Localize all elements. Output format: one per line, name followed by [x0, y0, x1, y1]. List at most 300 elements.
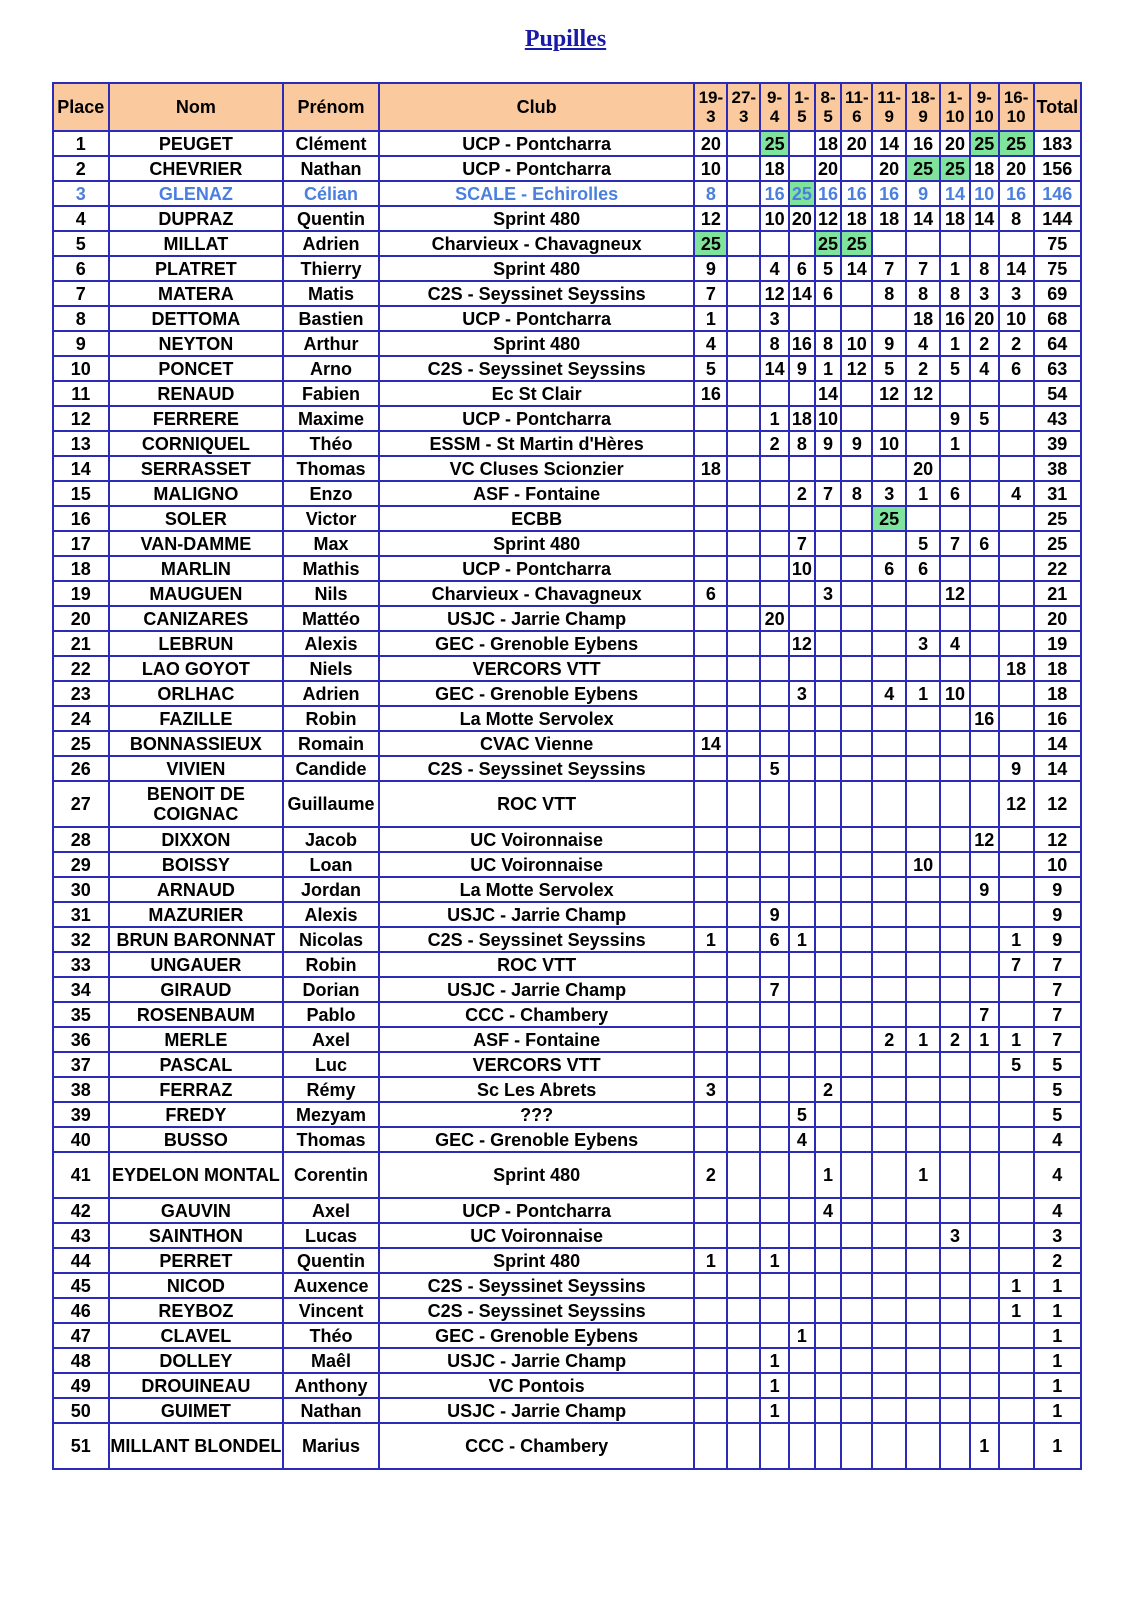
header-date: 9- 10 [970, 83, 999, 131]
score-cell: 3 [694, 1077, 727, 1102]
score-cell [727, 431, 760, 456]
prenom-cell: Candide [283, 756, 379, 781]
score-cell [872, 977, 906, 1002]
score-cell: 7 [906, 256, 940, 281]
place-cell: 46 [53, 1298, 109, 1323]
score-cell: 25 [999, 131, 1034, 156]
score-cell [815, 781, 842, 827]
score-cell: 5 [906, 531, 940, 556]
score-cell [760, 631, 789, 656]
score-cell [970, 977, 999, 1002]
score-cell [970, 1102, 999, 1127]
score-cell: 3 [872, 481, 906, 506]
prenom-cell: Jordan [283, 877, 379, 902]
score-cell: 1 [999, 1027, 1034, 1052]
total-cell: 1 [1034, 1373, 1081, 1398]
score-cell: 9 [999, 756, 1034, 781]
club-cell: CCC - Chambery [379, 1002, 695, 1027]
score-cell [841, 556, 872, 581]
score-cell [872, 877, 906, 902]
score-cell [841, 706, 872, 731]
score-cell [906, 656, 940, 681]
score-cell: 1 [694, 927, 727, 952]
score-cell [727, 1323, 760, 1348]
nom-cell: MILLAT [109, 231, 284, 256]
club-cell: USJC - Jarrie Champ [379, 1398, 695, 1423]
score-cell: 16 [970, 706, 999, 731]
place-cell: 43 [53, 1223, 109, 1248]
table-row [53, 531, 1081, 556]
score-cell [970, 481, 999, 506]
score-cell: 9 [841, 431, 872, 456]
nom-cell: FERRERE [109, 406, 284, 431]
score-cell: 4 [789, 1127, 815, 1152]
prenom-cell: Pablo [283, 1002, 379, 1027]
score-cell [872, 531, 906, 556]
score-cell [906, 952, 940, 977]
prenom-cell: Adrien [283, 681, 379, 706]
total-cell: 21 [1034, 581, 1081, 606]
score-cell [906, 1248, 940, 1273]
score-cell [727, 952, 760, 977]
score-cell: 9 [694, 256, 727, 281]
prenom-cell: Arno [283, 356, 379, 381]
score-cell [789, 456, 815, 481]
score-cell: 8 [789, 431, 815, 456]
score-cell [906, 706, 940, 731]
score-cell [940, 1002, 970, 1027]
nom-cell: DETTOMA [109, 306, 284, 331]
nom-cell: BOISSY [109, 852, 284, 877]
score-cell [789, 581, 815, 606]
total-cell: 12 [1034, 781, 1081, 827]
score-cell [789, 131, 815, 156]
club-cell: UC Voironnaise [379, 827, 695, 852]
score-cell [906, 1002, 940, 1027]
score-cell [906, 1298, 940, 1323]
table-row [53, 927, 1081, 952]
nom-cell: SAINTHON [109, 1223, 284, 1248]
club-cell: SCALE - Echirolles [379, 181, 695, 206]
club-cell: Sprint 480 [379, 331, 695, 356]
score-cell [940, 781, 970, 827]
score-cell [760, 952, 789, 977]
score-cell [815, 1423, 842, 1469]
score-cell [727, 1298, 760, 1323]
score-cell [727, 1152, 760, 1198]
score-cell [727, 1348, 760, 1373]
club-cell: Ec St Clair [379, 381, 695, 406]
score-cell [970, 1273, 999, 1298]
prenom-cell: Niels [283, 656, 379, 681]
nom-cell: UNGAUER [109, 952, 284, 977]
place-cell: 16 [53, 506, 109, 531]
score-cell [872, 1273, 906, 1298]
score-cell [906, 431, 940, 456]
score-cell [815, 756, 842, 781]
score-cell: 2 [815, 1077, 842, 1102]
score-cell: 6 [906, 556, 940, 581]
place-cell: 38 [53, 1077, 109, 1102]
score-cell [694, 977, 727, 1002]
prenom-cell: Maxime [283, 406, 379, 431]
nom-cell: NICOD [109, 1273, 284, 1298]
prenom-cell: Arthur [283, 331, 379, 356]
score-cell [727, 206, 760, 231]
prenom-cell: Bastien [283, 306, 379, 331]
score-cell [694, 1102, 727, 1127]
score-cell [760, 827, 789, 852]
score-cell [760, 1127, 789, 1152]
place-cell: 20 [53, 606, 109, 631]
score-cell [999, 431, 1034, 456]
table-row [53, 1198, 1081, 1223]
total-cell: 9 [1034, 877, 1081, 902]
score-cell [694, 631, 727, 656]
table-row [53, 1423, 1081, 1469]
score-cell [872, 1127, 906, 1152]
header-date: 9- 4 [760, 83, 789, 131]
place-cell: 28 [53, 827, 109, 852]
nom-cell: FAZILLE [109, 706, 284, 731]
place-cell: 4 [53, 206, 109, 231]
table-row [53, 456, 1081, 481]
score-cell [970, 581, 999, 606]
total-cell: 183 [1034, 131, 1081, 156]
score-cell [694, 756, 727, 781]
club-cell: ??? [379, 1102, 695, 1127]
table-row [53, 756, 1081, 781]
score-cell [906, 1373, 940, 1398]
total-cell: 25 [1034, 531, 1081, 556]
score-cell [815, 1273, 842, 1298]
score-cell [906, 1273, 940, 1298]
score-cell [841, 977, 872, 1002]
place-cell: 32 [53, 927, 109, 952]
score-cell: 20 [872, 156, 906, 181]
place-cell: 37 [53, 1052, 109, 1077]
table-row [53, 977, 1081, 1002]
total-cell: 156 [1034, 156, 1081, 181]
score-cell [694, 556, 727, 581]
score-cell [815, 827, 842, 852]
score-cell: 1 [815, 1152, 842, 1198]
score-cell [872, 1102, 906, 1127]
score-cell [872, 1398, 906, 1423]
table-row [53, 1102, 1081, 1127]
total-cell: 3 [1034, 1223, 1081, 1248]
score-cell [694, 506, 727, 531]
score-cell [727, 331, 760, 356]
prenom-cell: Mezyam [283, 1102, 379, 1127]
score-cell [999, 1398, 1034, 1423]
score-cell: 1 [970, 1027, 999, 1052]
score-cell [970, 1152, 999, 1198]
score-cell [872, 756, 906, 781]
score-cell: 3 [760, 306, 789, 331]
score-cell [970, 1223, 999, 1248]
table-row [53, 1373, 1081, 1398]
total-cell: 2 [1034, 1248, 1081, 1273]
score-cell: 6 [789, 256, 815, 281]
score-cell [727, 1077, 760, 1102]
total-cell: 144 [1034, 206, 1081, 231]
score-cell [970, 1052, 999, 1077]
score-cell [970, 756, 999, 781]
score-cell [906, 1423, 940, 1469]
score-cell [727, 1127, 760, 1152]
score-cell: 9 [789, 356, 815, 381]
score-cell [906, 1127, 940, 1152]
score-cell: 25 [760, 131, 789, 156]
score-cell [999, 231, 1034, 256]
score-cell [906, 1398, 940, 1423]
table-row [53, 131, 1081, 156]
score-cell [789, 706, 815, 731]
place-cell: 25 [53, 731, 109, 756]
prenom-cell: Axel [283, 1027, 379, 1052]
place-cell: 23 [53, 681, 109, 706]
score-cell [815, 877, 842, 902]
score-cell [789, 902, 815, 927]
score-cell: 16 [789, 331, 815, 356]
place-cell: 42 [53, 1198, 109, 1223]
score-cell [906, 1223, 940, 1248]
score-cell [970, 852, 999, 877]
header-date: 11- 9 [872, 83, 906, 131]
prenom-cell: Romain [283, 731, 379, 756]
place-cell: 26 [53, 756, 109, 781]
total-cell: 7 [1034, 952, 1081, 977]
score-cell: 16 [906, 131, 940, 156]
score-cell [999, 827, 1034, 852]
place-cell: 6 [53, 256, 109, 281]
score-cell [999, 456, 1034, 481]
score-cell [815, 1027, 842, 1052]
table-row [53, 731, 1081, 756]
score-cell [906, 927, 940, 952]
score-cell: 20 [970, 306, 999, 331]
score-cell [872, 852, 906, 877]
total-cell: 18 [1034, 681, 1081, 706]
score-cell: 16 [872, 181, 906, 206]
prenom-cell: Victor [283, 506, 379, 531]
score-cell [999, 852, 1034, 877]
prenom-cell: Clément [283, 131, 379, 156]
score-cell [815, 1002, 842, 1027]
table-row [53, 1248, 1081, 1273]
score-cell [815, 952, 842, 977]
score-cell: 3 [970, 281, 999, 306]
score-cell [727, 456, 760, 481]
score-cell: 1 [760, 1248, 789, 1273]
score-cell [789, 156, 815, 181]
score-cell: 18 [906, 306, 940, 331]
club-cell: UCP - Pontcharra [379, 406, 695, 431]
table-row [53, 1223, 1081, 1248]
score-cell [727, 852, 760, 877]
score-cell [906, 231, 940, 256]
table-row [53, 1052, 1081, 1077]
score-cell: 18 [789, 406, 815, 431]
score-cell [815, 731, 842, 756]
score-cell: 7 [872, 256, 906, 281]
place-cell: 41 [53, 1152, 109, 1198]
score-cell [906, 1077, 940, 1102]
score-cell [789, 306, 815, 331]
score-cell: 18 [815, 131, 842, 156]
score-cell [694, 406, 727, 431]
table-row [53, 281, 1081, 306]
score-cell: 18 [841, 206, 872, 231]
score-cell [970, 456, 999, 481]
club-cell: ROC VTT [379, 781, 695, 827]
score-cell [727, 131, 760, 156]
score-cell [789, 381, 815, 406]
total-cell: 5 [1034, 1052, 1081, 1077]
score-cell [789, 781, 815, 827]
place-cell: 47 [53, 1323, 109, 1348]
place-cell: 36 [53, 1027, 109, 1052]
score-cell: 20 [694, 131, 727, 156]
results-body [53, 131, 1081, 1469]
score-cell [906, 1102, 940, 1127]
total-cell: 31 [1034, 481, 1081, 506]
score-cell: 18 [760, 156, 789, 181]
score-cell [694, 877, 727, 902]
score-cell: 14 [760, 356, 789, 381]
score-cell [999, 1223, 1034, 1248]
score-cell [727, 827, 760, 852]
table-row [53, 306, 1081, 331]
nom-cell: CANIZARES [109, 606, 284, 631]
score-cell [940, 656, 970, 681]
score-cell [970, 606, 999, 631]
total-cell: 1 [1034, 1273, 1081, 1298]
score-cell [727, 1102, 760, 1127]
nom-cell: MATERA [109, 281, 284, 306]
score-cell: 14 [940, 181, 970, 206]
score-cell [999, 606, 1034, 631]
club-cell: C2S - Seyssinet Seyssins [379, 1298, 695, 1323]
place-cell: 51 [53, 1423, 109, 1469]
club-cell: UCP - Pontcharra [379, 1198, 695, 1223]
score-cell [872, 231, 906, 256]
score-cell [999, 1198, 1034, 1223]
nom-cell: MAUGUEN [109, 581, 284, 606]
club-cell: C2S - Seyssinet Seyssins [379, 927, 695, 952]
score-cell [727, 756, 760, 781]
score-cell [789, 1198, 815, 1223]
prenom-cell: Loan [283, 852, 379, 877]
score-cell [727, 156, 760, 181]
score-cell: 2 [906, 356, 940, 381]
prenom-cell: Vincent [283, 1298, 379, 1323]
score-cell [694, 681, 727, 706]
score-cell [841, 827, 872, 852]
score-cell [760, 1102, 789, 1127]
nom-cell: MAZURIER [109, 902, 284, 927]
nom-cell: DOLLEY [109, 1348, 284, 1373]
score-cell [815, 531, 842, 556]
header-total: Total [1034, 83, 1081, 131]
score-cell [815, 977, 842, 1002]
score-cell: 7 [815, 481, 842, 506]
score-cell [999, 977, 1034, 1002]
prenom-cell: Guillaume [283, 781, 379, 827]
score-cell [940, 706, 970, 731]
score-cell: 10 [906, 852, 940, 877]
score-cell [970, 1127, 999, 1152]
score-cell [694, 952, 727, 977]
score-cell [841, 1198, 872, 1223]
score-cell [760, 877, 789, 902]
nom-cell: CORNIQUEL [109, 431, 284, 456]
score-cell [789, 1027, 815, 1052]
score-cell [760, 1198, 789, 1223]
prenom-cell: Maêl [283, 1348, 379, 1373]
prenom-cell: Max [283, 531, 379, 556]
score-cell [694, 1273, 727, 1298]
nom-cell: DIXXON [109, 827, 284, 852]
club-cell: ESSM - St Martin d'Hères [379, 431, 695, 456]
place-cell: 45 [53, 1273, 109, 1298]
score-cell [970, 1198, 999, 1223]
total-cell: 4 [1034, 1152, 1081, 1198]
total-cell: 68 [1034, 306, 1081, 331]
score-cell [872, 1052, 906, 1077]
score-cell: 8 [841, 481, 872, 506]
score-cell [906, 756, 940, 781]
score-cell [789, 1152, 815, 1198]
score-cell: 14 [906, 206, 940, 231]
score-cell: 5 [789, 1102, 815, 1127]
score-cell: 10 [970, 181, 999, 206]
score-cell: 2 [760, 431, 789, 456]
score-cell [841, 406, 872, 431]
score-cell: 20 [999, 156, 1034, 181]
score-cell [815, 1102, 842, 1127]
score-cell [760, 1052, 789, 1077]
score-cell [815, 656, 842, 681]
score-cell [872, 456, 906, 481]
total-cell: 10 [1034, 852, 1081, 877]
place-cell: 40 [53, 1127, 109, 1152]
score-cell [760, 581, 789, 606]
score-cell [727, 231, 760, 256]
score-cell [999, 1152, 1034, 1198]
score-cell [694, 656, 727, 681]
score-cell [906, 1198, 940, 1223]
score-cell [872, 1152, 906, 1198]
score-cell: 12 [760, 281, 789, 306]
score-cell [789, 877, 815, 902]
score-cell [841, 506, 872, 531]
club-cell: VERCORS VTT [379, 1052, 695, 1077]
total-cell: 69 [1034, 281, 1081, 306]
score-cell [872, 1298, 906, 1323]
score-cell [841, 531, 872, 556]
table-row [53, 231, 1081, 256]
score-cell [999, 1323, 1034, 1348]
score-cell [760, 852, 789, 877]
prenom-cell: Fabien [283, 381, 379, 406]
score-cell: 18 [999, 656, 1034, 681]
score-cell [841, 902, 872, 927]
score-cell [970, 1298, 999, 1323]
total-cell: 19 [1034, 631, 1081, 656]
score-cell: 1 [999, 927, 1034, 952]
